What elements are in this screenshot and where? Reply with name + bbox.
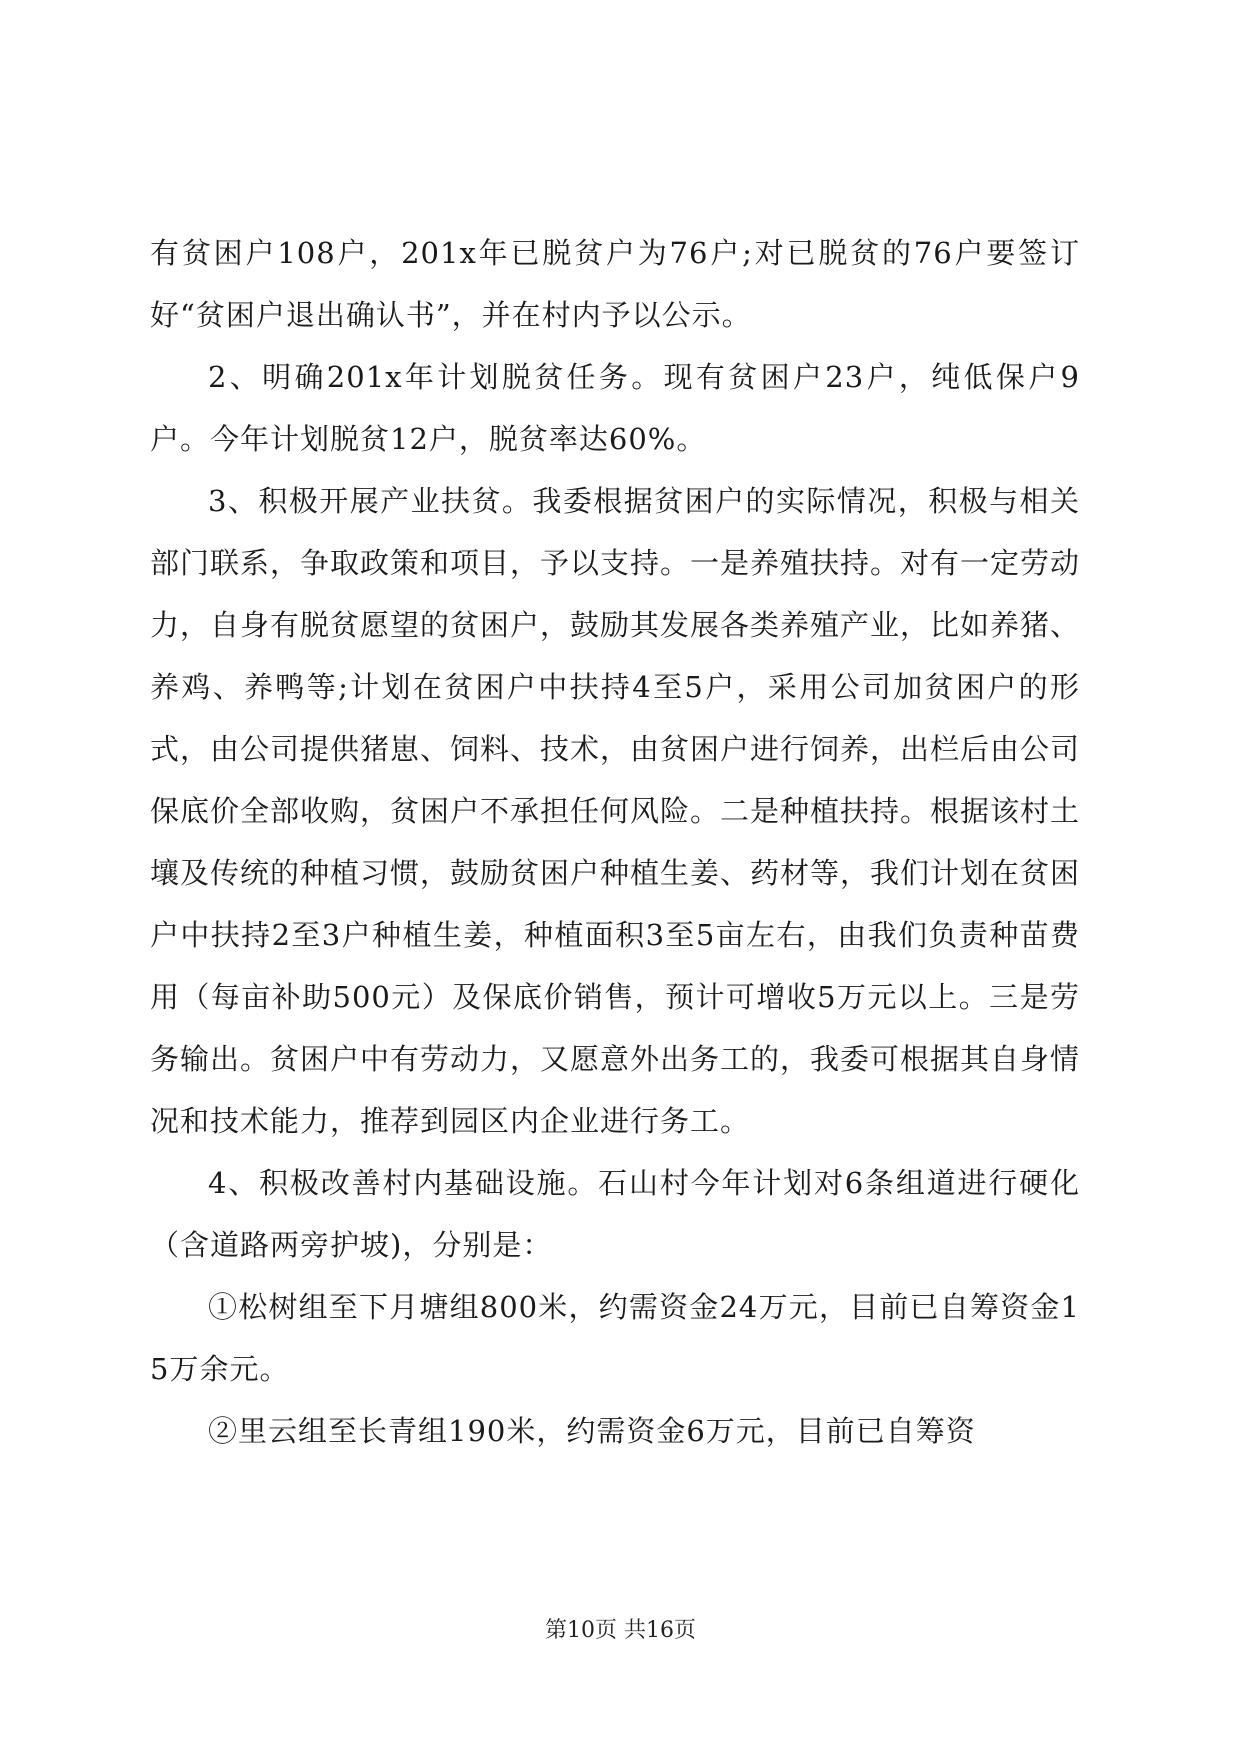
paragraph-1: 有贫困户108户，201x年已脱贫户为76户;对已脱贫的76户要签订好“贫困户退出确认书”，并在村内予以公示。 xyxy=(150,236,1080,332)
paragraph-2: 2、明确201x年计划脱贫任务。现有贫困户23户，纯低保户9户。今年计划脱贫12户，脱贫率达60%。 xyxy=(150,360,1080,456)
paragraph-3: 3、积极开展产业扶贫。我委根据贫困户的实际情况，积极与相关部门联系，争取政策和项目，予以支持。一是养殖扶持。对有一定劳动力，自身有脱贫愿望的贫困户，鼓励其发展各类养殖产业，比如养猪、养鸡、养鸭等;计划在贫困户中扶持4至5户，采用公司加贫困户的形式，由公司提供猪崽、饲料、技术，由贫困户进行饲养，出栏后由公司保底价全部收购，贫困户不承担任何风险。二是种植扶持。根据该村土壤及传统的种植习惯，鼓励贫困户种植生姜、药材等，我们计划在贫困户中扶持2至3户种植生姜，种植面积3至5亩左右，由我们负责种苗费用（每亩补助500元）及保底价销售，预计可增收5万元以上。三是劳务输出。贫困户中有劳动力，又愿意外出务工的，我委可根据其自身情况和技术能力，推荐到园区内企业进行务工。 xyxy=(150,484,1081,1138)
page-number-footer: 第10页 共16页 xyxy=(545,1618,696,1643)
paragraph-4: 4、积极改善村内基础设施。石山村今年计划对6条组道进行硬化（含道路两旁护坡)，分别是： xyxy=(150,1166,1080,1262)
paragraph-5: ①松树组至下月塘组800米，约需资金24万元，目前已自筹资金15万余元。 xyxy=(150,1290,1080,1386)
paragraph-6: ②里云组至长青组190米，约需资金6万元，目前已自筹资 xyxy=(208,1414,976,1448)
document-body xyxy=(150,222,1080,1462)
